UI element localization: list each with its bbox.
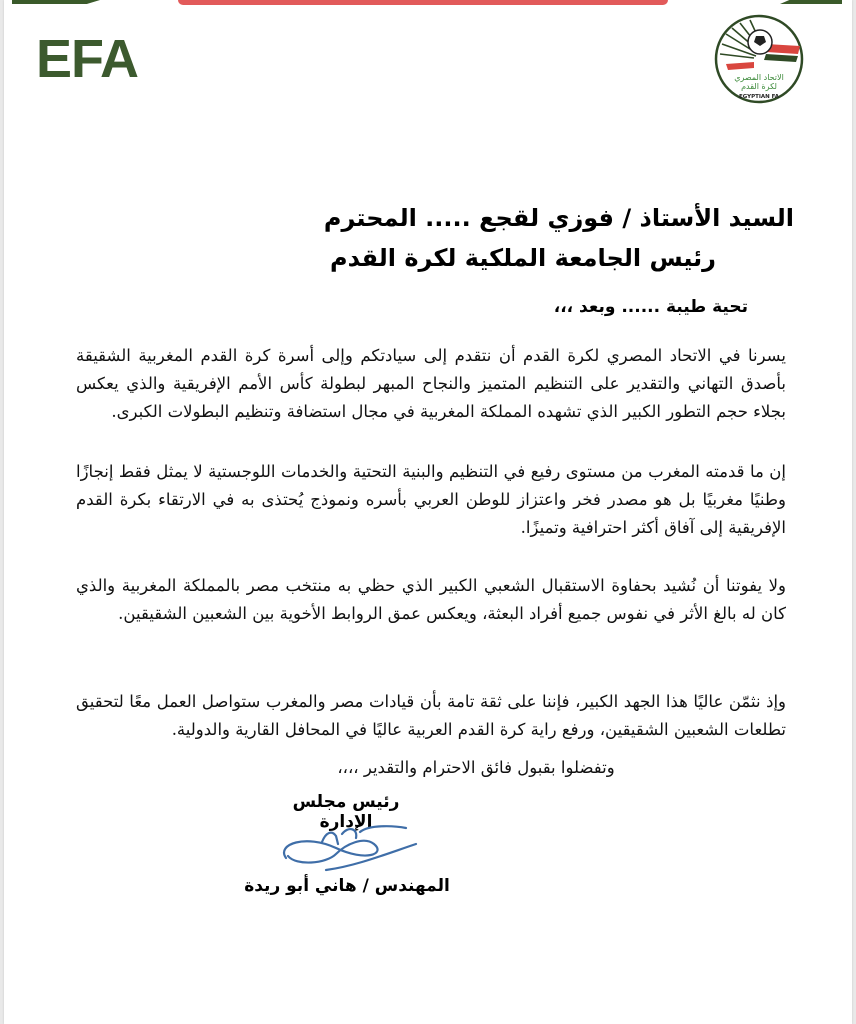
letter-page [4,0,852,1024]
egyptian-fa-badge-icon [714,14,804,104]
addressee-title: رئيس الجامعة الملكية لكرة القدم [330,244,716,272]
paragraph-3: ولا يفوتنا أن نُشيد بحفاوة الاستقبال الشعبي الكبير الذي حظي به منتخب مصر بالمملكة المغربية والذي كان له بالغ الأثر في نفوس جميع أفراد البعثة، ويعكس عمق الروابط الأخوية بين الشعبين الشقيقين. [76,576,786,623]
greeting: تحية طيبة ...... وبعد ،،، [553,297,748,317]
efa-logo: EFA [36,29,139,89]
top-green-bar-left [12,0,100,4]
svg-text:لكرة القدم: لكرة القدم [741,82,777,91]
handwritten-signature-icon [266,814,426,880]
paragraph-1: يسرنا في الاتحاد المصري لكرة القدم أن نتقدم إلى سيادتكم وإلى أسرة كرة القدم المغربية الشقيقة بأصدق التهاني والتقدير على التنظيم المتميز والنجاح المبهر لبطولة كأس الأمم الإفريقية والذي يعكس بجلاء حجم التطور الكبير الذي تشهده المملكة المغربية في مجال استضافة وتنظيم البطولات الكبرى. [76,346,786,421]
top-red-bar [178,0,668,5]
signatory-title: رئيس مجلس الإدارة [292,792,400,832]
svg-text:EGYPTIAN FA: EGYPTIAN FA [738,94,780,100]
addressee-line: السيد الأستاذ / فوزي لقجع ..... المحترم [323,204,794,232]
paragraph-4: وإذ نثمّن عاليًا هذا الجهد الكبير، فإننا على ثقة تامة بأن قيادات مصر والمغرب ستواصل العمل معًا لتحقيق تطلعات الشعبين الشقيقين، ورفع راية كرة القدم العربية عاليًا في المحافل القارية والدولية. [76,692,786,739]
top-green-bar-right [780,0,842,4]
closing-line: وتفضلوا بقبول فائق الاحترام والتقدير ،،،، [337,758,615,777]
signatory-name: المهندس / هاني أبو ريدة [244,876,450,896]
paragraph-2: إن ما قدمته المغرب من مستوى رفيع في التنظيم والبنية التحتية والخدمات اللوجستية لا يمثل فقط إنجازًا وطنيًا مغربيًا بل هو مصدر فخر واعتزاز للوطن العربي بأسره ونموذج يُحتذى به في الارتقاء بكرة القدم الإفريقية إلى آفاق أكثر احترافية وتميزًا. [76,462,786,537]
svg-text:الاتحاد المصري: الاتحاد المصري [734,73,784,82]
